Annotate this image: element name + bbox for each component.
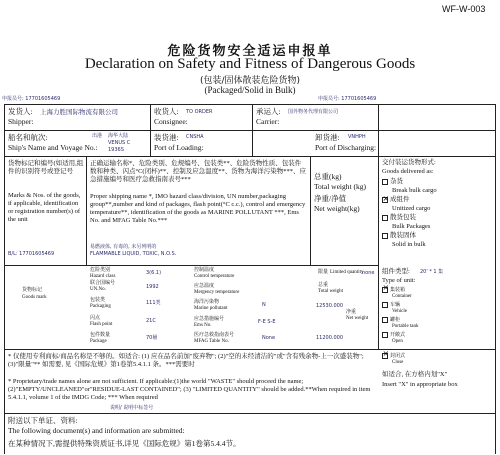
detail-total-weight-value: 12530.000 xyxy=(316,303,344,309)
unit-option[interactable]: 车辆 xyxy=(382,302,400,309)
detail-emergency-temp-cn: 应急温度 xyxy=(194,284,215,289)
form-number: WF-W-003 xyxy=(442,4,486,14)
description-value-en: FLAMMABLE LIQUID, TOXIC, N.O.S. xyxy=(90,251,177,257)
port-loading-label-en: Port of Loading: xyxy=(154,143,204,152)
detail-ems-value: F-E S-E xyxy=(258,319,276,325)
detail-marine-pollutant-cn: 海洋污染物 xyxy=(194,300,220,305)
checkbox-open[interactable] xyxy=(382,332,388,338)
detail-total-weight-cn: 总重 xyxy=(318,283,329,288)
detail-flash-point-value: 21C xyxy=(146,318,156,324)
detail-un-no-en: UN.No. xyxy=(90,287,106,292)
grid-line xyxy=(4,104,496,105)
bottom-line1-cn: 附送以下单证、资料: xyxy=(8,416,78,425)
marks-value: B/L: 17701605469 xyxy=(8,251,55,257)
grid-line xyxy=(4,413,496,414)
top-strip-left: 申报员号: 17701605469 xyxy=(2,96,61,102)
ship-value-en: VENUS C xyxy=(108,140,131,146)
port-discharge-value: VNHPH xyxy=(348,134,366,140)
detail-packaging-en: Packaging xyxy=(90,304,111,309)
shipper-label-cn: 发货人: xyxy=(8,107,33,116)
detail-flash-point-cn: 闪点 xyxy=(90,316,101,321)
goods-form-option[interactable]: ×成组件 xyxy=(382,196,410,204)
detail-hazard-class-cn: 危险类别 xyxy=(90,268,111,273)
net-weight-label-cn: 净重/净值 xyxy=(314,194,347,203)
ship-value-cn: 出港 xyxy=(92,133,103,139)
grid-line xyxy=(4,104,5,454)
carrier-value: 国外物务代理有限公司 xyxy=(288,109,339,115)
detail-mfag-en: MFAG Table No. xyxy=(194,339,229,344)
goods-mark-label-cn: 货物标记 xyxy=(22,288,43,293)
detail-ems-cn: 应急措施编号 xyxy=(194,317,225,322)
unit-option-en: Close xyxy=(392,360,404,365)
marks-label-cn: 货物标记和编号(如适用,组件的识别符号或登记号 xyxy=(8,160,84,175)
detail-emergency-temp-en: Mergency temperature xyxy=(194,290,240,295)
title-cn: 危险货物安全适运申报单 xyxy=(167,44,333,59)
detail-package-value: 70桶 xyxy=(146,335,158,341)
unit-note-cn: 如适合, 在方格内划"X" xyxy=(382,371,448,378)
footnote-extra: 说明/ 说明中标签号 xyxy=(110,405,154,411)
goods-form-option-en: Bulk Packages xyxy=(392,223,431,230)
ship-value-no: 1936S xyxy=(108,147,124,153)
title-en: Declaration on Safety and Fitness of Dangerous Goods xyxy=(84,56,416,72)
gross-weight-label-cn: 总重(kg) xyxy=(314,172,342,181)
checkbox-close[interactable] xyxy=(382,353,388,359)
grid-line xyxy=(86,156,87,265)
subtitle-cn: (包装/固体散装危险货物) xyxy=(199,76,301,86)
detail-mfag-value: None xyxy=(262,335,276,341)
unit-option-en: Container xyxy=(392,294,412,299)
detail-total-weight-en: Total weight xyxy=(318,289,344,294)
detail-net-weight-en: Net weight xyxy=(346,316,369,321)
bottom-line1-en: The following document(s) and information are submitted: xyxy=(8,426,185,435)
top-strip-right: 申报员号: 17701605469 xyxy=(318,96,377,102)
detail-limited-qty-value: none xyxy=(362,270,375,276)
checkbox-solid-bulk[interactable] xyxy=(382,233,388,239)
grid-line xyxy=(4,156,496,157)
goods-form-option[interactable]: 杂货 xyxy=(382,178,403,186)
grid-line xyxy=(4,130,496,131)
detail-ems-en: Ems No. xyxy=(194,323,212,328)
unit-value: 20' * 1 集 xyxy=(420,269,444,275)
unit-option[interactable]: ×集装箱 xyxy=(382,287,405,294)
consignee-value: TO ORDER xyxy=(186,109,213,115)
grid-line xyxy=(310,156,311,265)
goods-mark-label-en: Goods mark xyxy=(22,295,47,300)
grid-line xyxy=(495,104,496,454)
port-loading-label-cn: 装货港: xyxy=(154,133,179,142)
carrier-label-en: Carrier: xyxy=(256,117,280,126)
consignee-label-en: Consignee: xyxy=(154,117,188,126)
gross-weight-label-en: Total weight (kg) xyxy=(314,182,366,191)
net-weight-label-en: Net weight(kg) xyxy=(314,204,360,213)
detail-packaging-cn: 包装类 xyxy=(90,298,106,303)
carrier-label-cn: 承运人: xyxy=(256,107,281,116)
bottom-line2-cn: 在某种情况下,需提供特殊资质证书,详见《国际危规》第1卷第5.4.4节。 xyxy=(8,439,241,448)
detail-limited-qty-en: Limited quantity xyxy=(330,270,364,275)
unit-option[interactable]: ×封闭式 xyxy=(382,353,405,360)
goods-form-option[interactable]: 散装固体 xyxy=(382,232,416,240)
unit-label-cn: 组件类型: xyxy=(382,268,410,275)
marks-label-en: Marks & Nos. of the goods, if applicable, identification or registration number(s) of the unit xyxy=(8,192,81,223)
detail-marine-pollutant-value: N xyxy=(262,302,266,308)
grid-line xyxy=(4,349,496,350)
grid-line xyxy=(4,265,378,266)
goods-form-option[interactable]: 散货包装 xyxy=(382,214,416,222)
unit-note-en: Insert "X" in appropriate box xyxy=(382,381,458,388)
subtitle-en: (Packaged/Solid in Bulk) xyxy=(204,85,296,95)
detail-control-temp-en: Control temperature xyxy=(194,274,235,279)
goods-form-option-en: Solid in bulk xyxy=(392,241,426,248)
unit-option[interactable]: 罐柜 xyxy=(382,317,400,324)
goods-form-option-en: Unitized cargo xyxy=(392,205,431,212)
port-loading-value: CNSHA xyxy=(186,134,204,140)
unit-option[interactable]: 开敞式 xyxy=(382,332,405,339)
detail-hazard-class-en: Hazard class xyxy=(90,274,116,279)
checkbox-bulk-packages[interactable] xyxy=(382,215,388,221)
checkbox-portable-tank[interactable] xyxy=(382,317,388,323)
shipper-value: 上海力胜国际物流有限公司 xyxy=(40,108,118,116)
ship-label-en: Ship's Name and Voyage No.: xyxy=(8,143,98,152)
footnote-cn: * 仅使用专利商标/商品名称是不够的。如适合: (1) 应在品名前加"废弃物"; (2)"空的未经清洁的"或"含有残余物-上一次盛装物"; (3)"限量"** 如需要, 见《国际危规》第1卷第5.4.1.1 条。***需要时 xyxy=(8,353,364,368)
grid-line xyxy=(150,104,151,156)
detail-package-en: Package xyxy=(90,339,107,344)
checkbox-unitized[interactable] xyxy=(382,197,388,203)
unit-label-en: Type of unit: xyxy=(382,277,416,284)
grid-line xyxy=(252,104,253,156)
checkbox-break-bulk[interactable] xyxy=(382,179,388,185)
detail-un-no-value: 1992 xyxy=(146,284,159,290)
detail-limited-qty-cn: 限量 xyxy=(318,270,329,275)
detail-flash-point-en: Flash point xyxy=(90,322,113,327)
goods-form-label-en: Goods delivered as: xyxy=(382,168,434,175)
description-value-cn: 易燃液体, 有毒的, 未另列明的 xyxy=(90,244,157,250)
ship-value-cn2: 海华大陆 xyxy=(108,133,129,139)
unit-option-en: Portable tank xyxy=(392,324,419,329)
detail-packaging-value: 111类 xyxy=(146,300,161,306)
detail-hazard-class-value: 3(6.1) xyxy=(146,270,162,276)
checkbox-container[interactable] xyxy=(382,287,388,293)
goods-form-option-en: Break bulk cargo xyxy=(392,187,437,194)
port-discharge-label-en: Port of Discharging: xyxy=(315,143,377,152)
unit-option-en: Vehicle xyxy=(392,309,407,314)
detail-package-cn: 包件数量 xyxy=(90,333,111,338)
ship-label-cn: 船名和航次: xyxy=(8,133,48,142)
port-discharge-label-cn: 卸货港: xyxy=(315,133,340,142)
detail-net-weight-value: 11200.000 xyxy=(316,335,344,341)
consignee-label-cn: 收货人: xyxy=(154,107,179,116)
description-label-cn: 正确运输名称*、危险类别、危规编号、包装类**、危险货物性质、包装件数和种类、闪点°C(闭杯)**、控制及应急温度**、货物为海洋污染物***、应急措施编号和医疗急救指南表号*** xyxy=(90,160,307,183)
footnote-en: * Proprietary/trade names alone are not sufficient. If applicable:(1)the world "WASTE" should proceed the name; (2)"EMPTY/UNCLEANED"or"RESIDUE-LAST CONTAINED"; (3) "LIMITED QUANTITY" should be added.**When required in item 5.4.1.1, volume 1 of the IMDG Code; *** When required xyxy=(8,378,371,401)
shipper-label-en: Shipper: xyxy=(8,117,34,126)
detail-un-no-cn: 联合国编号 xyxy=(90,281,116,286)
description-label-en: Proper shipping name *, IMO hazard class/division, UN number,packaging group**,number and kind of packages, flash point(°C c.c.), control and emergency temperature**, identification of the goods as MARINE POLLUTANT ***, Ems No. and MFAG Table No.*** xyxy=(90,193,306,224)
grid-line xyxy=(378,104,379,349)
goods-form-label-cn: 交付装运货物形式: xyxy=(382,159,436,166)
detail-marine-pollutant-en: Marine pollutant xyxy=(194,306,228,311)
checkbox-vehicle[interactable] xyxy=(382,302,388,308)
detail-control-temp-cn: 控制温度 xyxy=(194,268,215,273)
detail-net-weight-cn: 净重 xyxy=(346,310,357,315)
detail-mfag-cn: 医疗急救指南表号 xyxy=(194,333,235,338)
unit-option-en: Open xyxy=(392,339,403,344)
